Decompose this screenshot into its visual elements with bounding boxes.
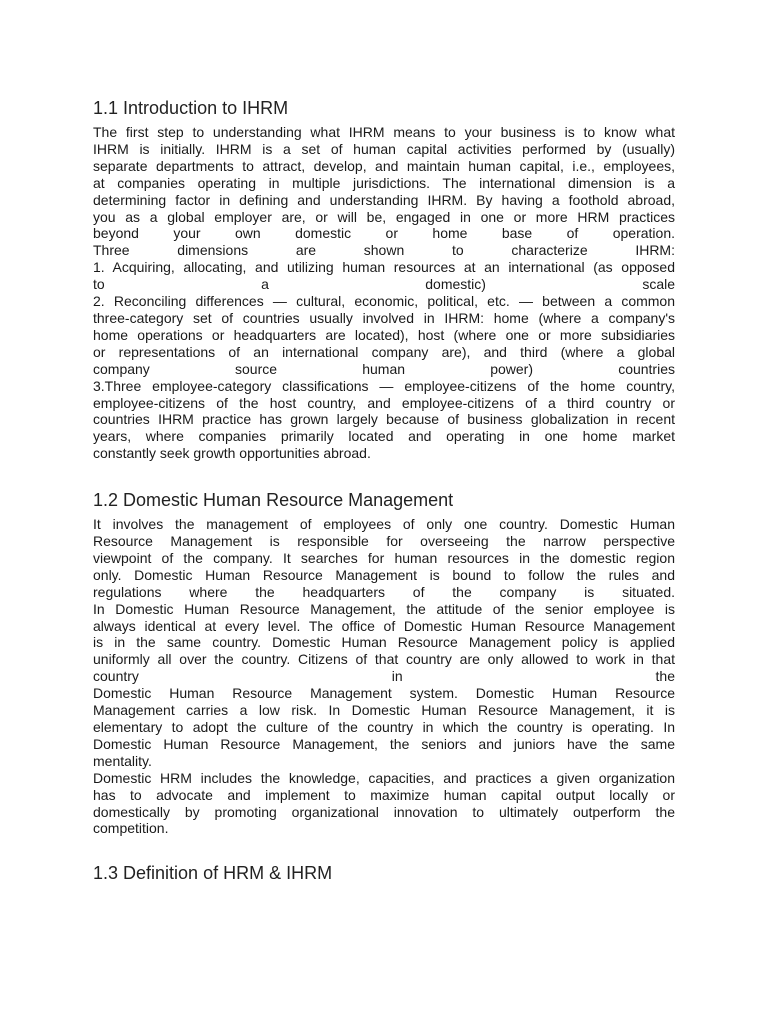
- text-line: Management carries a low risk. In Domestic Human Resource Management, it is: [93, 702, 675, 719]
- text-line: company source human power) countries: [93, 360, 675, 377]
- text-line: separate departments to attract, develop, and maintain human capital, i.e., employees,: [93, 157, 675, 174]
- text-line: always identical at every level. The office of Domestic Human Resource Management: [93, 617, 675, 634]
- text-line: elementary to adopt the culture of the country in which the country is operating. In: [93, 719, 675, 735]
- text-line: Domestic Human Resource Management, the seniors and juniors have the same: [93, 735, 675, 752]
- text-line: 1. Acquiring, allocating, and utilizing human resources at an international (as opposed: [93, 259, 675, 276]
- text-line: IHRM is initially. IHRM is a set of human capital activities performed by (usually): [93, 140, 675, 157]
- text-line: Resource Management is responsible for overseeing the narrow perspective: [93, 533, 675, 550]
- text-line: regulations where the headquarters of the company is situated.: [93, 583, 675, 600]
- text-line: mentality.: [93, 752, 152, 769]
- section-heading-intro-ihrm: 1.1 Introduction to IHRM: [93, 98, 289, 118]
- section-heading-domestic-hrm: 1.2 Domestic Human Resource Management: [93, 490, 454, 511]
- text-line: years, where companies primarily located and operating in one home market: [93, 428, 675, 445]
- text-line: In Domestic Human Resource Management, the attitude of the senior employee is: [93, 600, 675, 617]
- text-line: to a domestic) scale: [93, 276, 675, 293]
- text-line: or representations of an international company are), and third (where a global: [93, 343, 675, 360]
- text-line: The first step to understanding what IHRM means to your business is to know what: [93, 124, 675, 140]
- text-line: constantly seek growth opportunities abroad.: [93, 445, 371, 462]
- text-line: determining factor in defining and understanding IHRM. By having a foothold abroad,: [93, 191, 675, 208]
- section-body-domestic-hrm: [93, 516, 675, 837]
- text-line: Domestic Human Resource Management system. Domestic Human Resource: [93, 685, 675, 702]
- text-line: three-category set of countries usually involved in IHRM: home (where a company's: [93, 309, 675, 326]
- text-line: Three dimensions are shown to characterize IHRM:: [93, 242, 675, 259]
- text-line: It involves the management of employees of only one country. Domestic Human: [93, 516, 675, 533]
- text-line: home operations or headquarters are located), host (where one or more subsidiaries: [93, 326, 675, 343]
- text-line: only. Domestic Human Resource Management is bound to follow the rules and: [93, 566, 675, 583]
- text-line: beyond your own domestic or home base of operation.: [93, 225, 675, 242]
- text-line: 3.Three employee-category classifications — employee-citizens of the home country,: [93, 377, 675, 394]
- text-line: Domestic HRM includes the knowledge, capacities, and practices a given organization: [93, 769, 675, 786]
- text-line: domestically by promoting organizational innovation to ultimately outperform the: [93, 803, 675, 820]
- document-page: [93, 96, 675, 885]
- text-line: has to advocate and implement to maximize human capital output locally or: [93, 786, 675, 803]
- text-line: viewpoint of the company. It searches for human resources in the domestic region: [93, 549, 675, 566]
- text-line: you as a global employer are, or will be, engaged in one or more HRM practices: [93, 208, 675, 225]
- text-line: 2. Reconciling differences — cultural, economic, political, etc. — between a common: [93, 293, 675, 310]
- text-line: countries IHRM practice has grown largely because of business globalization in recent: [93, 411, 675, 428]
- text-line: uniformly all over the country. Citizens of that country are only allowed to work in that: [93, 651, 675, 668]
- section-body-intro-ihrm: [93, 124, 675, 462]
- text-line: at companies operating in multiple jurisdictions. The international dimension is a: [93, 174, 675, 191]
- section-heading-definition-hrm-ihrm: 1.3 Definition of HRM & IHRM: [93, 863, 333, 884]
- text-line: employee-citizens of the host country, and employee-citizens of a third country or: [93, 394, 675, 411]
- text-line: country in the: [93, 668, 675, 685]
- text-line: is in the same country. Domestic Human Resource Management policy is applied: [93, 634, 675, 651]
- text-line: competition.: [93, 820, 169, 837]
